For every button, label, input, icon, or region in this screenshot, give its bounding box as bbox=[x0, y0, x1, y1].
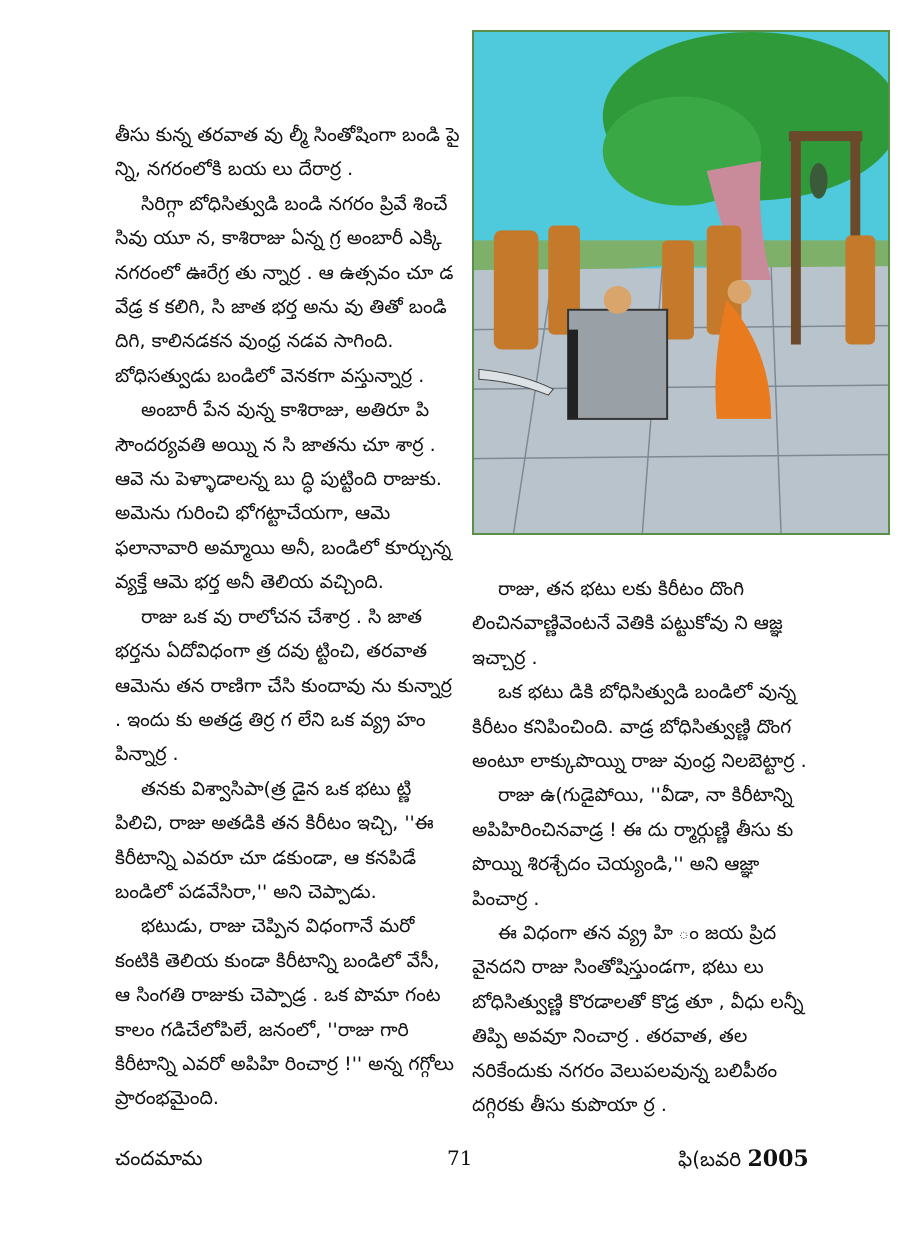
paragraph: సిరిగ్గా బోధిసిత్వుడి బండి నగరం ప్రివే శించే సివు యూ న, కాశిరాజు ఏన్న గ్ర అంబారీ ఎక్కి నగరంలో ఊరేగ్ర తు న్నార్ర . ఆ ఉత్సవం చూ డ వేడ్ర క కలిగి, సి జాత భర్త అను వు తితో బండి దిగి, కాలినడకన వుంధ్ర నడవ సాగింది. బోధిసత్వుడు బండిలో వెనకగా వస్తున్నార్ర . bbox=[115, 192, 454, 387]
paragraph: ఒక భటు డికి బోధిసిత్వుడి బండిలో వున్న కిరీటం కనిపించింది. వాడ్ర బోధిసిత్వుణ్ణి దొంగ అంటూ లాక్కుపొయ్ని రాజు వుంధ్ర నిలబెట్టార్ర . bbox=[472, 681, 807, 773]
paragraph: భటుడు, రాజు చెప్పిన విధంగానే మరో కంటికి తెలియ కుండా కిరీటాన్ని బండిలో వేసీ, ఆ సింగతి రాజుకు చెప్పాడ్ర . ఒక పొమా గంట కాలం గడిచేలోపిలే, జనంలో, ''రాజు గారి కిరీటాన్ని ఎవరో అపిహి రించార్ర !'' అన్న గగ్గోలు ప్రారంభమైంది. bbox=[115, 915, 454, 1110]
paragraph: అంబారీ పేన వున్న కాశిరాజు, అతిరూ పి సౌందర్యవతి అయ్ని న సి జాతను చూ శార్ర . ఆవె ను పెళ్ళాడాలన్న బు ద్ధి పుట్టింది రాజుకు. అమెను గురించి భోగట్టాచేయగా, ఆమె ఫలానావారి అమ్మాయి అనీ, బండిలో కూర్చున్న వ్యక్తే ఆమె భర్త అనీ తెలియ వచ్చింది. bbox=[115, 399, 452, 594]
left-text-column bbox=[115, 118, 460, 1116]
issue-year: 2005 bbox=[747, 1146, 809, 1172]
page-number: 71 bbox=[447, 1146, 473, 1170]
issue-month: ఫి(బవరి bbox=[678, 1147, 742, 1171]
issue-date bbox=[678, 1146, 809, 1176]
right-text-column bbox=[472, 572, 817, 1123]
paragraph: ఈ విధంగా తన వ్య్ర హి ం జయ ప్రిద వైనదని రాజు సింతోషిస్తుండగా, భటు లు బోధిసిత్వుణ్ణి కొరడాలతో కొడ్ర తూ , వీధు లన్నీ తిప్పి అవవూ నించార్ర . తరవాత, తల నరికేందుకు నగరం వెలుపలవున్న బలిపీఠం దగ్గిరకు తీసు కుపొయా ర్ర . bbox=[472, 922, 804, 1117]
paragraph: రాజు ఉ(గుడైపోయి, ''వీడా, నా కిరీటాన్ని అపిహిరించినవాడ్ర ! ఈ దు ర్మార్గుణ్ణి తీసు కు పొయ్ని శిరశ్చేదం చెయ్యండి,'' అని ఆజ్ఞా పించార్ర . bbox=[472, 784, 794, 910]
magazine-name: చందమామ bbox=[115, 1146, 203, 1170]
paragraph: రాజు, తన భటు లకు కిరీటం దొంగి లించినవాణ్ణివెంటనే వెతికి పట్టుకోవు ని ఆజ్ఞ ఇచ్చార్ర . bbox=[472, 578, 783, 669]
paragraph: తనకు విశ్వాసిపా(త్ర డైన ఒక భటు ట్ణి పిలిచి, రాజు అతడికి తన కిరీటం ఇచ్చి, ''ఈ కిరీటాన్ని ఎవరూ చూ డకుండా, ఆ కనపిడే బండిలో పడవేసిరా,'' అని చెప్పాడు. bbox=[115, 777, 434, 903]
paragraph: తీసు కున్న తరవాత వు ల్మీ సింతోషింగా బండి పై న్ని, నగరంలోకి బయ లు దేరార్ర . bbox=[115, 124, 460, 181]
story-illustration bbox=[472, 30, 890, 535]
paragraph: రాజు ఒక వు రాలోచన చేశార్ర . సి జాత భర్తను ఏదోవిధంగా త్ర దవు ట్టించి, తరవాత ఆమెను తన రాణిగా చేసి కుందావు ను కున్నార్ర . ఇందు కు అతడ్ర తిర్ర గ లేని ఒక వ్య్ర హం పిన్నార్ర . bbox=[115, 605, 452, 766]
